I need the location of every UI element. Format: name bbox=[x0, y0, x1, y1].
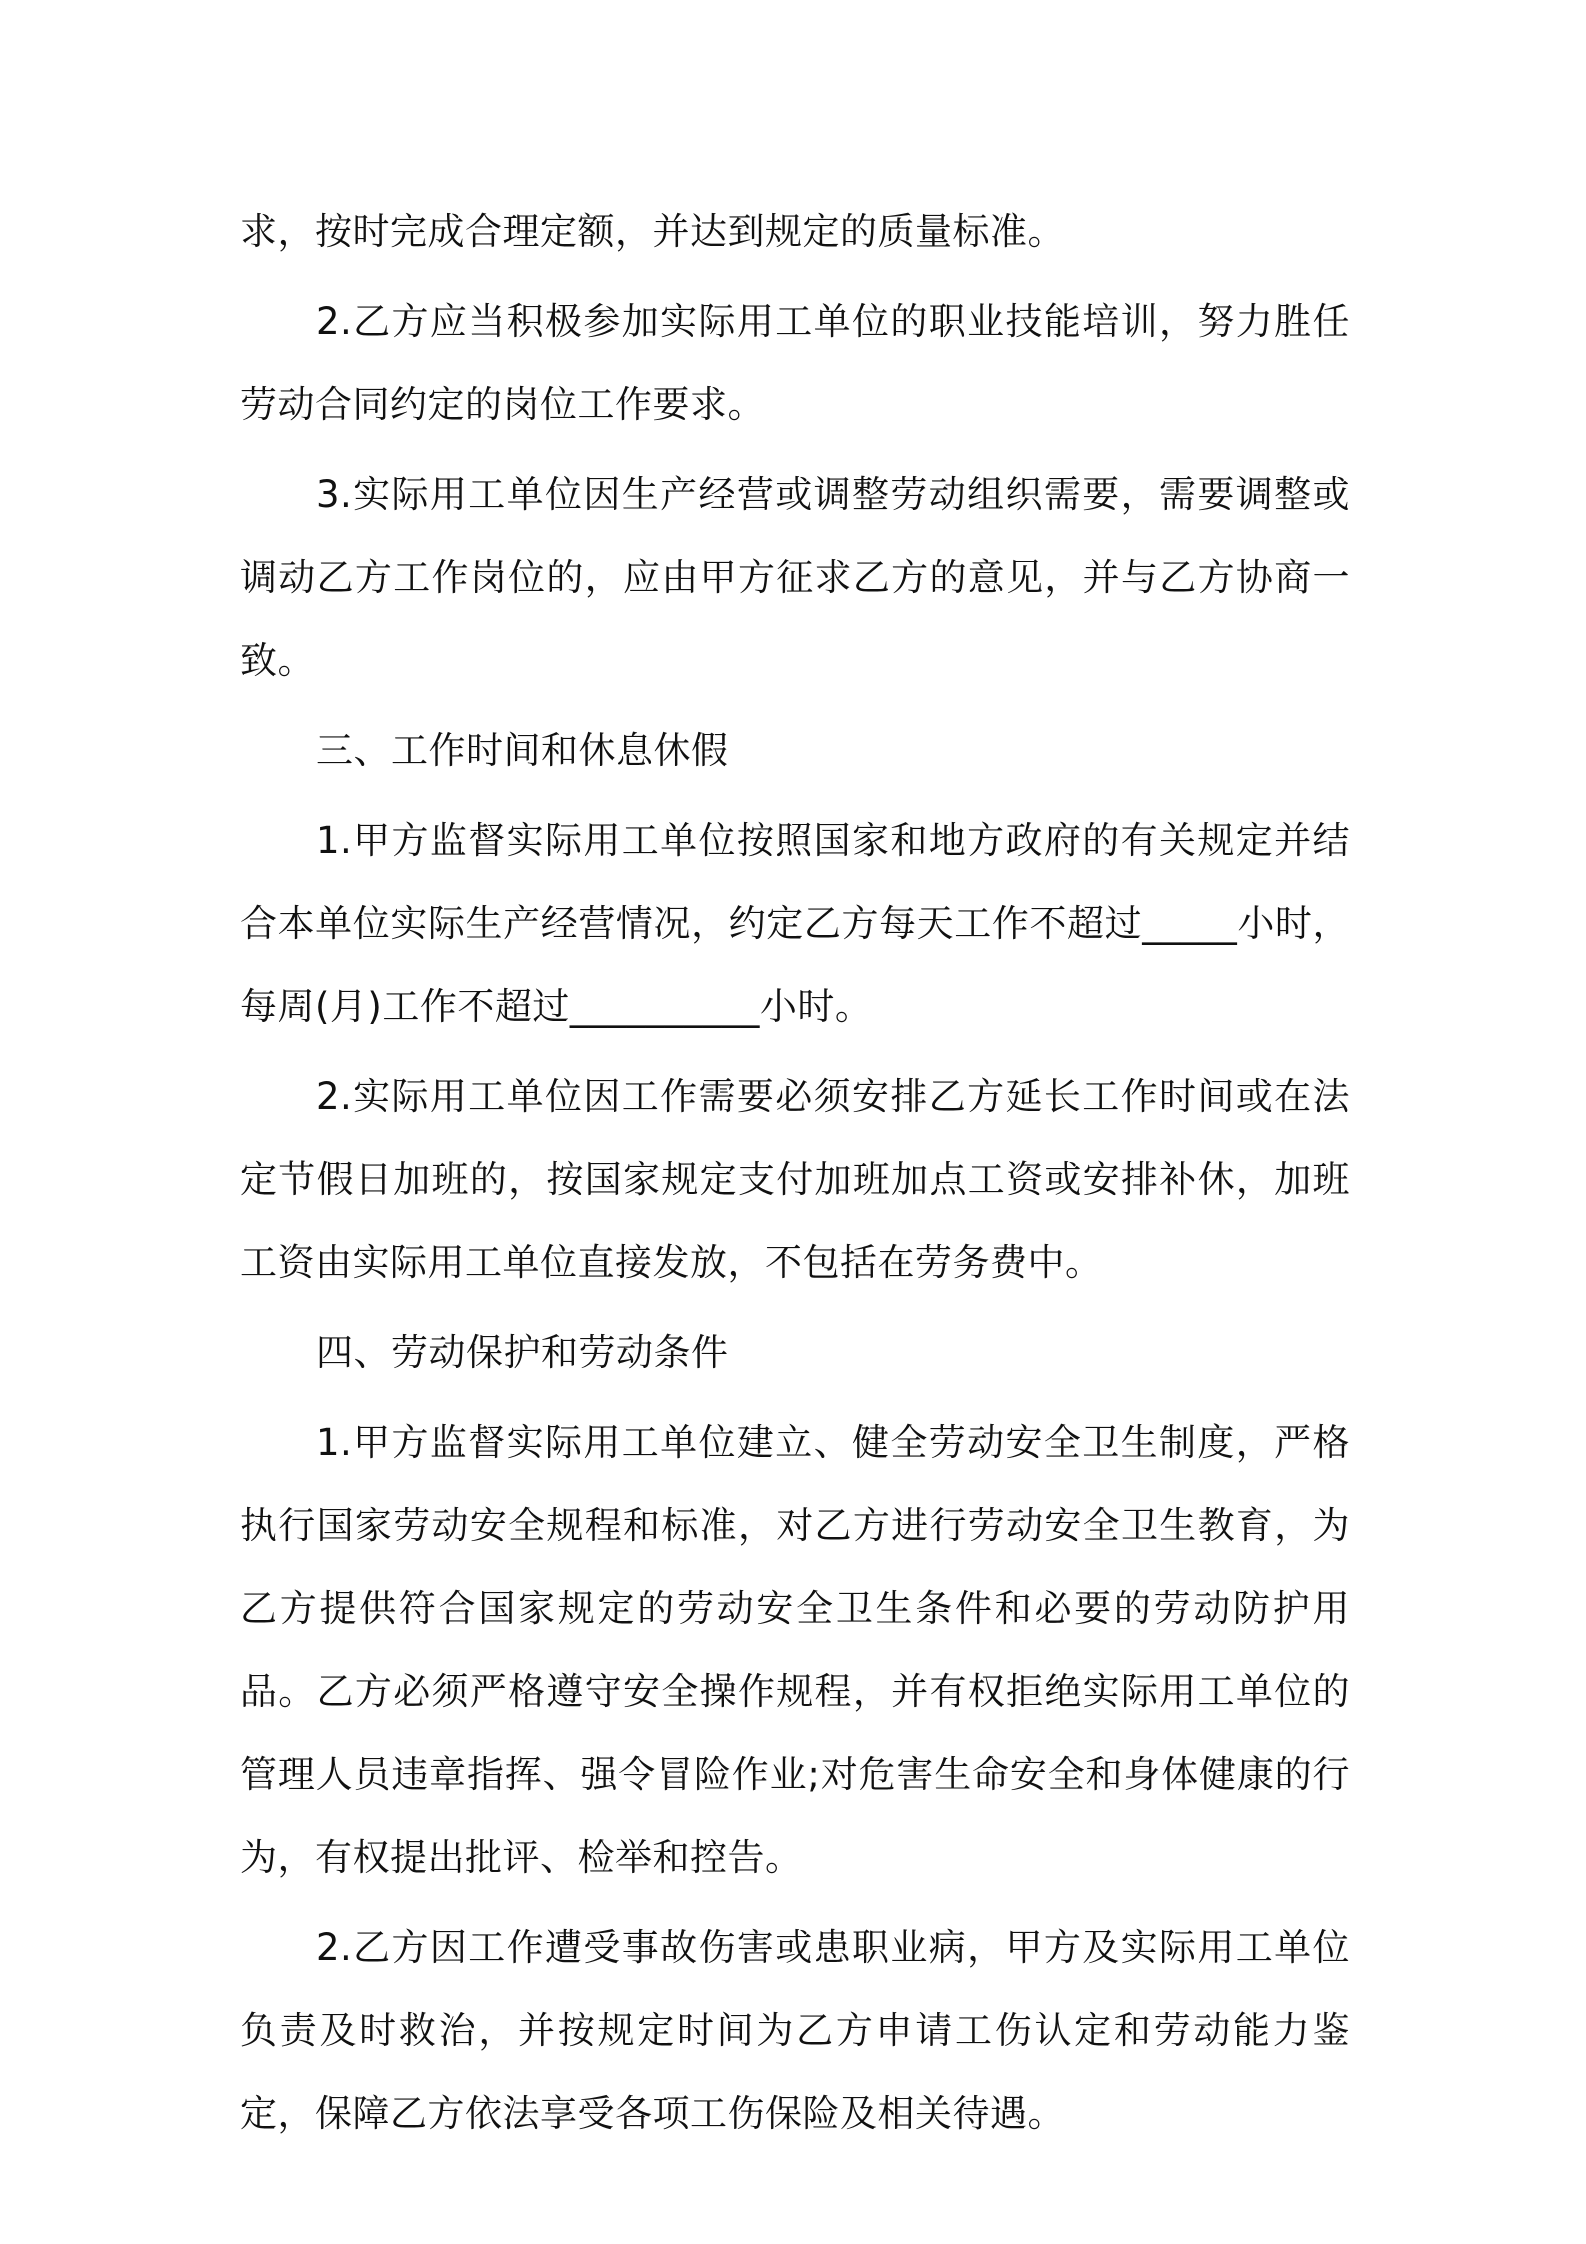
paragraph-section3-item2: 2.实际用工单位因工作需要必须安排乙方延长工作时间或在法定节假日加班的，按国家规定支付加班加点工资或安排补休，加班工资由实际用工单位直接发放，不包括在劳务费中。 bbox=[240, 1075, 1350, 1284]
paragraph-continuation: 求，按时完成合理定额，并达到规定的质量标准。 bbox=[240, 210, 1065, 253]
paragraph-section2-item3: 3.实际用工单位因生产经营或调整劳动组织需要，需要调整或调动乙方工作岗位的，应由甲方征求乙方的意见，并与乙方协商一致。 bbox=[240, 473, 1350, 682]
section-heading-labor-protection: 四、劳动保护和劳动条件 bbox=[316, 1331, 729, 1374]
document-body bbox=[240, 190, 1350, 2162]
paragraph-section3-item1: 1.甲方监督实际用工单位按照国家和地方政府的有关规定并结合本单位实际生产经营情况，约定乙方每天工作不超过_____小时，每周(月)工作不超过__________小时。 bbox=[240, 819, 1350, 1028]
paragraph-section2-item2: 2.乙方应当积极参加实际用工单位的职业技能培训，努力胜任劳动合同约定的岗位工作要求。 bbox=[240, 300, 1350, 426]
paragraph-section4-item1: 1.甲方监督实际用工单位建立、健全劳动安全卫生制度，严格执行国家劳动安全规程和标准，对乙方进行劳动安全卫生教育，为乙方提供符合国家规定的劳动安全卫生条件和必要的劳动防护用品。乙方必须严格遵守安全操作规程，并有权拒绝实际用工单位的管理人员违章指挥、强令冒险作业;对危害生命安全和身体健康的行为，有权提出批评、检举和控告。 bbox=[240, 1421, 1350, 1879]
section-heading-work-hours: 三、工作时间和休息休假 bbox=[316, 729, 729, 772]
paragraph-section4-item2: 2.乙方因工作遭受事故伤害或患职业病，甲方及实际用工单位负责及时救治，并按规定时间为乙方申请工伤认定和劳动能力鉴定，保障乙方依法享受各项工伤保险及相关待遇。 bbox=[240, 1926, 1350, 2135]
